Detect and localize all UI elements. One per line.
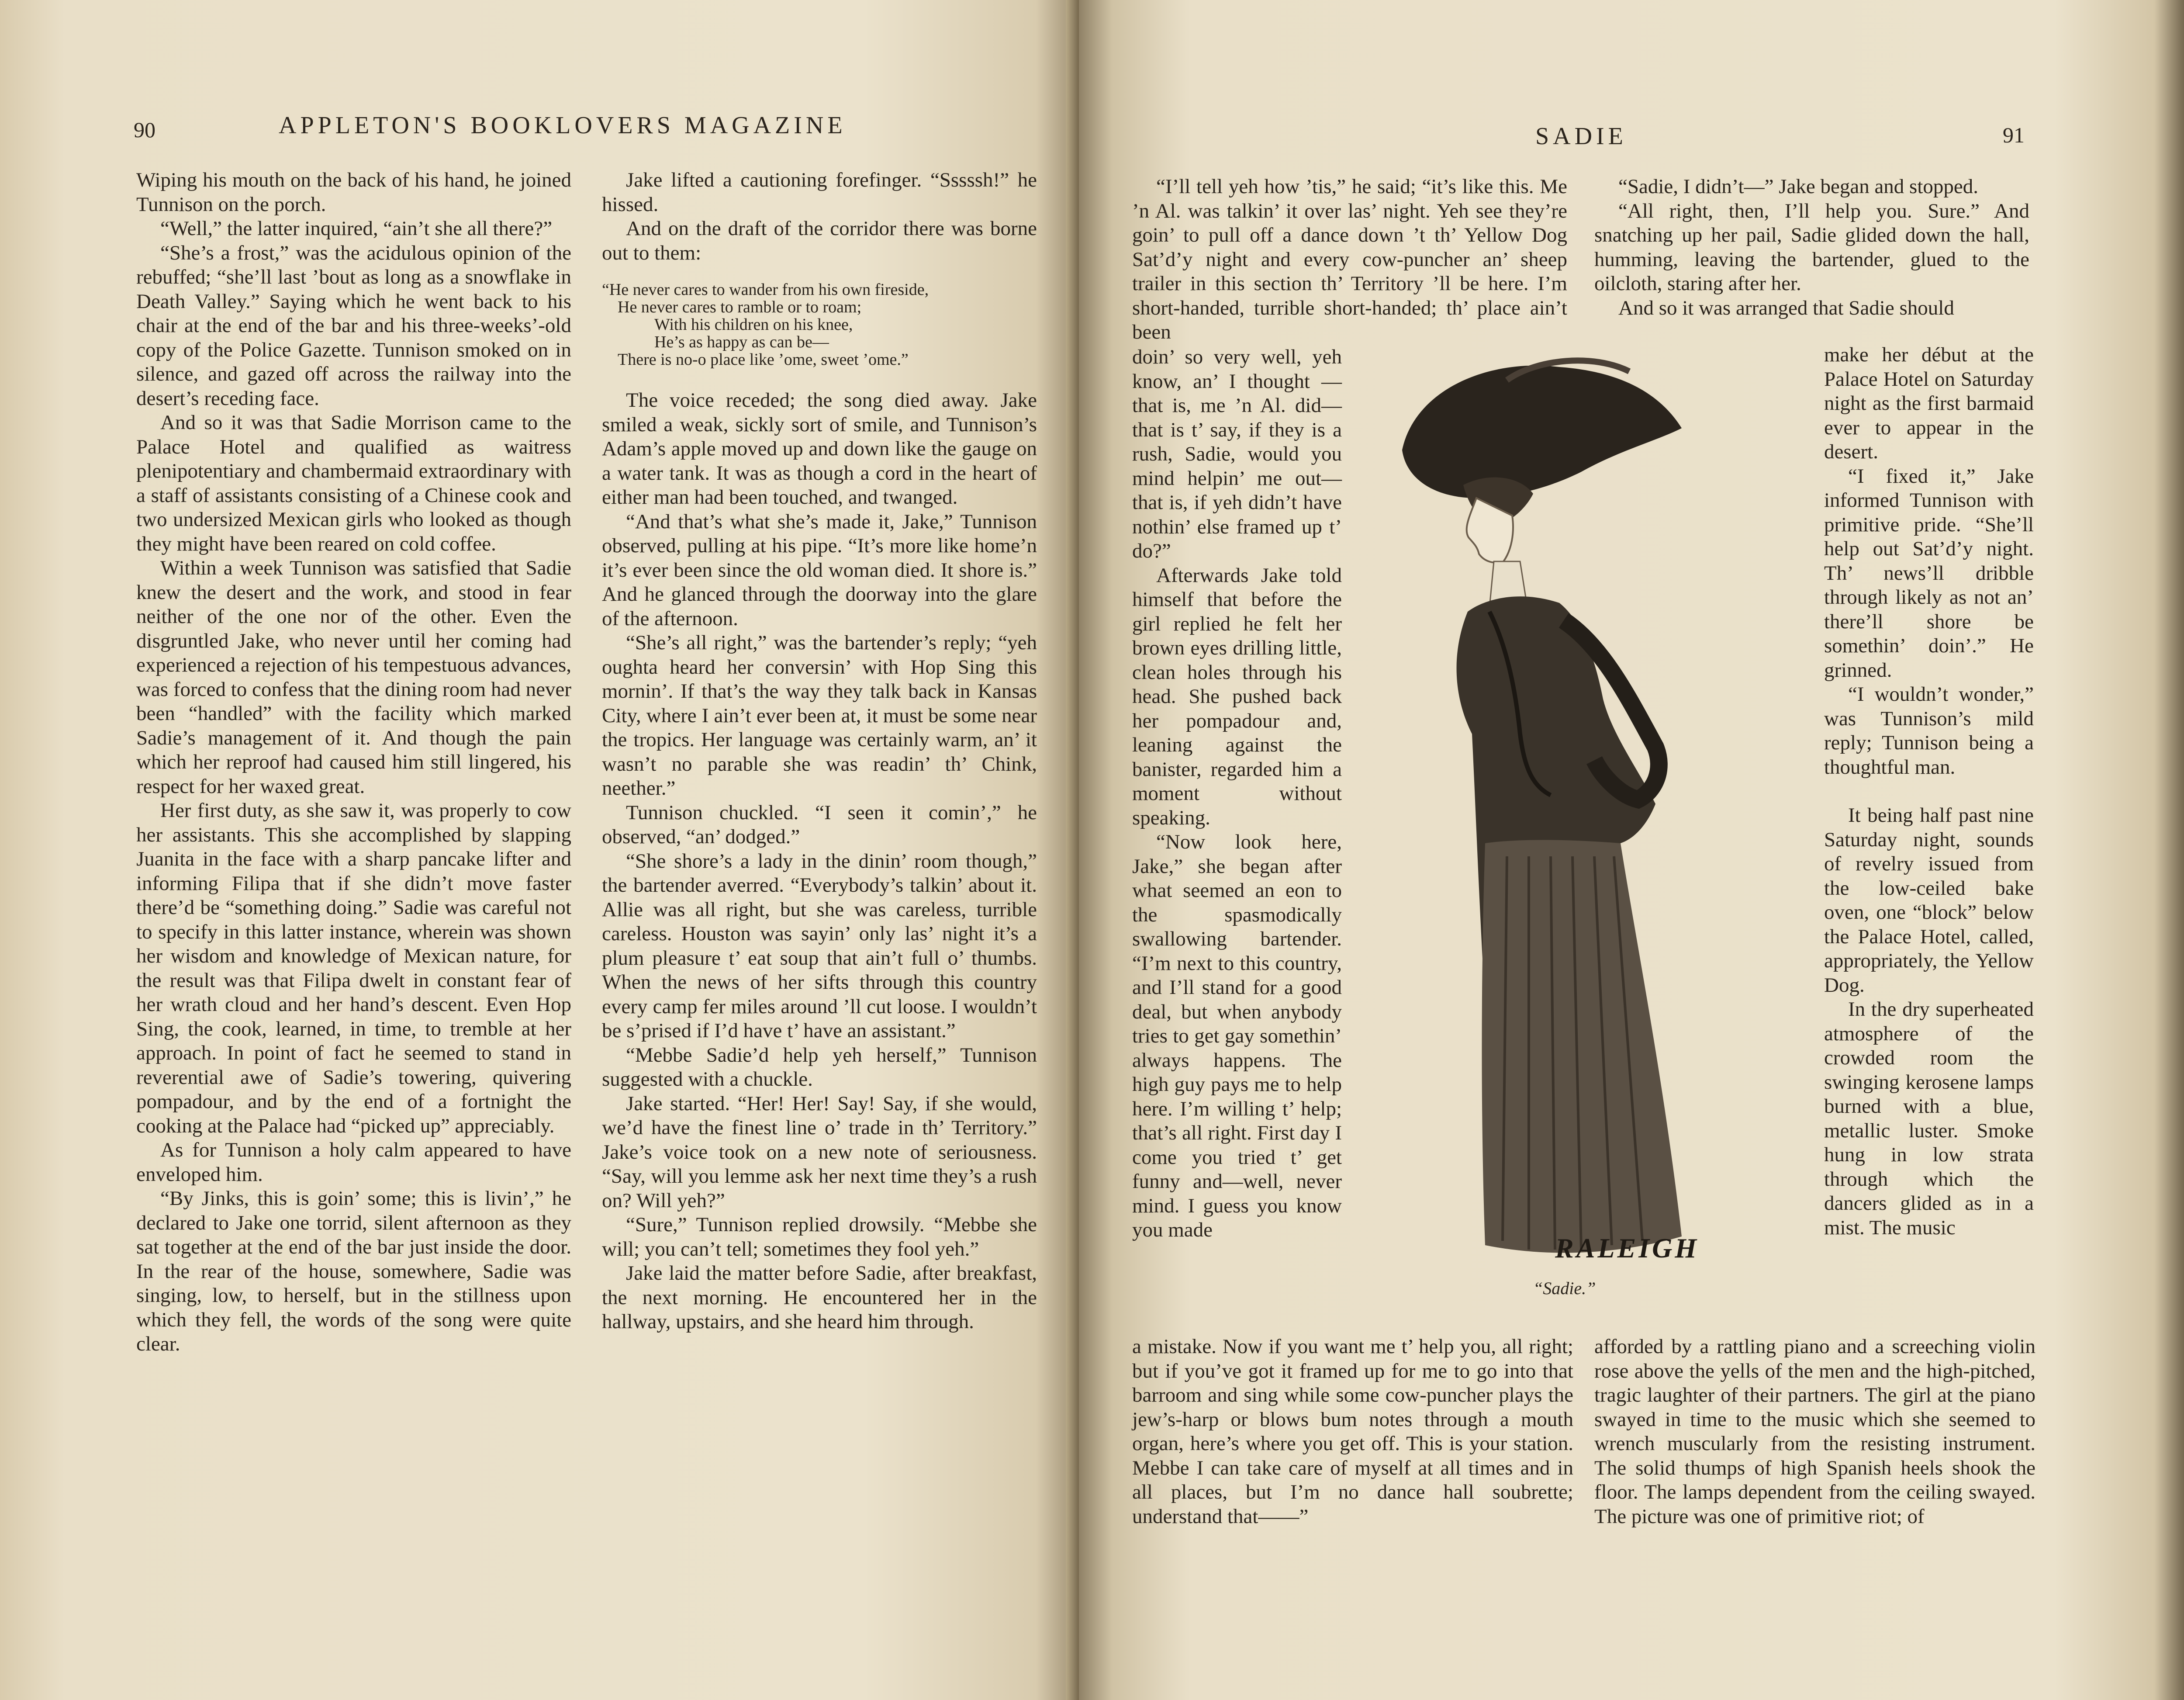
paragraph: “Mebbe Sadie’d help yeh herself,” Tunnison suggested with a chuckle. xyxy=(602,1043,1037,1091)
paragraph: And on the draft of the corridor there was borne out to them: xyxy=(602,217,1037,264)
paragraph: Tunnison chuckled. “I seen it comin’,” he observed, “an’ dodged.” xyxy=(602,801,1037,848)
artist-signature: RALEIGH xyxy=(1555,1233,1700,1264)
paragraph: “She shore’s a lady in the dinin’ room though,” the bartender averred. “Everybody’s talkin’ about it. Allie was all right, but she was careless, turrible careless. Houston was sayin’ only las’ night it’s a plum pleasure t’ eat soup that ain’t full o’ thumbs. When the news of her sifts through this country every camp fer miles around ’ll cut loose. I wouldn’t be s’prised if I’d have t’ have an assistant.” xyxy=(602,849,1037,1042)
left-column-1 xyxy=(136,168,571,1357)
paragraph: And so it was that Sadie Morrison came to the Palace Hotel and qualified as waitress plenipotentiary and chambermaid extraordinary with a staff of assistants consisting of a Chinese cook and two undersized Mexican girls who looked as though they might have been reared on cold coffee. xyxy=(136,411,571,555)
paragraph: “By Jinks, this is goin’ some; this is livin’,” he declared to Jake one torrid, silent afternoon as they sat together at the end of the bar just inside the door. In the rear of the house, somewhere, Sadie was singing, low, to herself, but in the stillness upon which they fell, the words of the song were quite clear. xyxy=(136,1187,571,1355)
sadie-illustration xyxy=(1376,341,1804,1311)
page-number: 91 xyxy=(2003,123,2025,147)
paragraph: The voice receded; the song died away. Jake smiled a weak, sickly sort of smile, and Tunnison’s Adam’s apple moved up and down like the gauge on a water tank. It was as though a cord in the heart of either man had been touched, and twanged. xyxy=(602,389,1037,509)
right-column-2-bottom xyxy=(1594,1335,2035,1529)
paragraph: “Sadie, I didn’t—” Jake began and stopped. xyxy=(1618,175,1979,198)
paragraph: In the dry superheated atmosphere of the crowded room the swinging kerosene lamps burned with a blue, metallic luster. Smoke hung in low strata through which the dancers glided as in a mist. The music xyxy=(1824,998,2034,1239)
right-column-2-narrow xyxy=(1824,343,2034,1240)
paragraph: “Well,” the latter inquired, “ain’t she all there?” xyxy=(160,217,553,240)
paragraph: “I wouldn’t wonder,” was Tunnison’s mild reply; Tunnison being a thoughtful man. xyxy=(1824,683,2034,779)
paragraph: Her first duty, as she saw it, was properly to cow her assistants. This she accomplished by slapping Juanita in the face with a sharp pancake lifter and informing Filipa that if she didn’t move faster there’d be “something doing.” Sadie was careful not to specify in this latter instance, wherein was shown her wisdom and knowledge of Mexican nature, for the result was that Filipa dwelt in constant fear of her wrath cloud and her hand’s descent. Even Hop Sing, the cook, learned, in time, to tremble at her approach. In point of fact he seemed to stand in reverential awe of Sadie’s towering, quivering pompadour, and by the end of a fortnight the cooking at the Palace had “picked up” appreciably. xyxy=(136,799,571,1137)
paragraph: It being half past nine Saturday night, sounds of revelry issued from the low-ceiled bake oven, one “block” below the Palace Hotel, called, appropriately, the Yellow Dog. xyxy=(1824,804,2034,997)
running-head: SADIE xyxy=(1535,123,1627,150)
verse-line: He’s as happy as can be— xyxy=(654,333,829,351)
right-column-1-top xyxy=(1132,175,1567,345)
verse-line: There is no-o place like ’ome, sweet ’ome.” xyxy=(618,350,909,369)
paragraph: And so it was arranged that Sadie should xyxy=(1618,296,1954,319)
song-verse xyxy=(602,281,1037,368)
paragraph: “Sure,” Tunnison replied drowsily. “Mebbe she will; you can’t tell; sometimes they fool yeh.” xyxy=(602,1213,1037,1260)
paragraph: Jake laid the matter before Sadie, after breakfast, the next morning. He encountered her in the hallway, upstairs, and she heard him through. xyxy=(602,1262,1037,1333)
paragraph: Jake started. “Her! Her! Say! Say, if she would, we’d have the finest line o’ trade in th’ Territory.” Jake’s voice took on a new note of seriousness. “Say, will you lemme ask her next time they’s a rush on? Will yeh?” xyxy=(602,1092,1037,1212)
left-page xyxy=(0,0,1079,1700)
paragraph: As for Tunnison a holy calm appeared to have enveloped him. xyxy=(136,1139,571,1186)
paragraph: “All right, then, I’ll help you. Sure.” And snatching up her pail, Sadie glided down the hall, humming, leaving the bartender, glued to the oilcloth, staring after her. xyxy=(1594,199,2029,295)
verse-line: “He never cares to wander from his own fireside, xyxy=(602,280,929,299)
paragraph: “She’s a frost,” was the acidulous opinion of the rebuffed; “she’ll last ’bout as long as a snowflake in Death Valley.” Saying which he went back to his chair at the end of the bar and his three-weeks’-old copy of the Police Gazette. Tunnison smoked on in silence, and gazed off across the railway into the desert’s receding face. xyxy=(136,241,571,410)
right-column-2-top xyxy=(1594,175,2029,320)
paragraph: Jake lifted a cautioning forefinger. “Sssssh!” he hissed. xyxy=(602,169,1037,216)
paragraph: Within a week Tunnison was satisfied that Sadie knew the desert and the work, and stood in fear neither of the one nor of the other. Even the disgruntled Jake, who never until her coming had experienced a rejection of his tempestuous advances, was forced to confess that the dining room had never been “handled” with the facility which marked Sadie’s management of it. And though the pain which her reproof had caused him still lingered, his respect for her waxed great. xyxy=(136,557,571,798)
illustration-caption: “Sadie.” xyxy=(1533,1278,1596,1298)
right-column-1-bottom xyxy=(1132,1335,1573,1529)
paragraph: “She’s all right,” was the bartender’s reply; “yeh oughta heard her conversin’ with Hop Sing this mornin’. If that’s the way they talk back in Kansas City, where I ain’t ever been at, it must be some near the tropics. Her language was certainly warm, an’ it wasn’t no parable she was readin’ th’ Chink, neether.” xyxy=(602,631,1037,800)
right-column-1-narrow xyxy=(1132,345,1342,1243)
paragraph: “And that’s what she’s made it, Jake,” Tunnison observed, pulling at his pipe. “It’s more like home’n it’s ever been since the old woman died. It shore is.” And he glanced through the doorway into the glare of the afternoon. xyxy=(602,510,1037,630)
paragraph: afforded by a rattling piano and a screeching violin rose above the yells of the men and the high-pitched, tragic laughter of their partners. The girl at the piano swayed in time to the music which she seemed to wrench muscularly from the resisting instrument. The solid thumps of high Spanish heels shook the floor. The lamps dependent from the ceiling swayed. The picture was one of primitive riot; of xyxy=(1594,1335,2035,1528)
paragraph: doin’ so very well, yeh know, an’ I thought —that is, me ’n Al. did—that is t’ say, if they is a rush, Sadie, would you mind helpin’ me out—that is, if yeh didn’t have nothin’ else framed up t’ do?” xyxy=(1132,346,1342,562)
left-column-2 xyxy=(602,168,1037,1334)
paragraph: Wiping his mouth on the back of his hand, he joined Tunnison on the porch. xyxy=(136,169,571,216)
verse-line: He never cares to ramble or to roam; xyxy=(618,298,862,316)
page-number: 90 xyxy=(134,118,156,142)
paragraph: Afterwards Jake told himself that before the girl replied he felt her brown eyes drilling little, clean holes through his head. She pushed back her pompadour and, leaning against the banister, regarded him a moment without speaking. xyxy=(1132,564,1342,829)
paragraph: “Now look here, Jake,” she began after what seemed an eon to the spasmodically swallowing bartender. “I’m next to this country, and I’ll stand for a good deal, but when anybody tries to get gay somethin’ always happens. The high guy pays me to help here. I’m willing t’ help; that’s all right. First day I come you tried t’ get funny and—well, never mind. I guess you know you made xyxy=(1132,831,1342,1241)
running-head: APPLETON'S BOOKLOVERS MAGAZINE xyxy=(279,112,847,139)
paragraph: “I’ll tell yeh how ’tis,” he said; “it’s like this. Me ’n Al. was talkin’ it over las’ night. Yeh see they’re goin’ to pull off a dance down ’t th’ Yellow Dog Sat’d’y night and every cow-puncher an’ sheep trailer in this section th’ Territory ’ll be here. I’m short-handed, turrible short-handed; th’ place ain’t been xyxy=(1132,175,1567,343)
paragraph: “I fixed it,” Jake informed Tunnison with primitive pride. “She’ll help out Sat’d’y night. Th’ news’ll dribble through likely as not an’ there’ll shore be somethin’ doin’.” He grinned. xyxy=(1824,464,2034,682)
paragraph: make her début at the Palace Hotel on Saturday night as the first barmaid ever to appear in the desert. xyxy=(1824,343,2034,463)
verse-line: With his children on his knee, xyxy=(654,315,853,334)
paragraph: a mistake. Now if you want me t’ help you, all right; but if you’ve got it framed up for me to go into that barroom and sing while some cow-puncher plays the jew’s-harp or blows bum notes through a mouth organ, here’s where you get off. This is your station. Mebbe I can take care of myself at all times and in all places, but I’m no dance hall soubrette; understand that——” xyxy=(1132,1335,1573,1528)
